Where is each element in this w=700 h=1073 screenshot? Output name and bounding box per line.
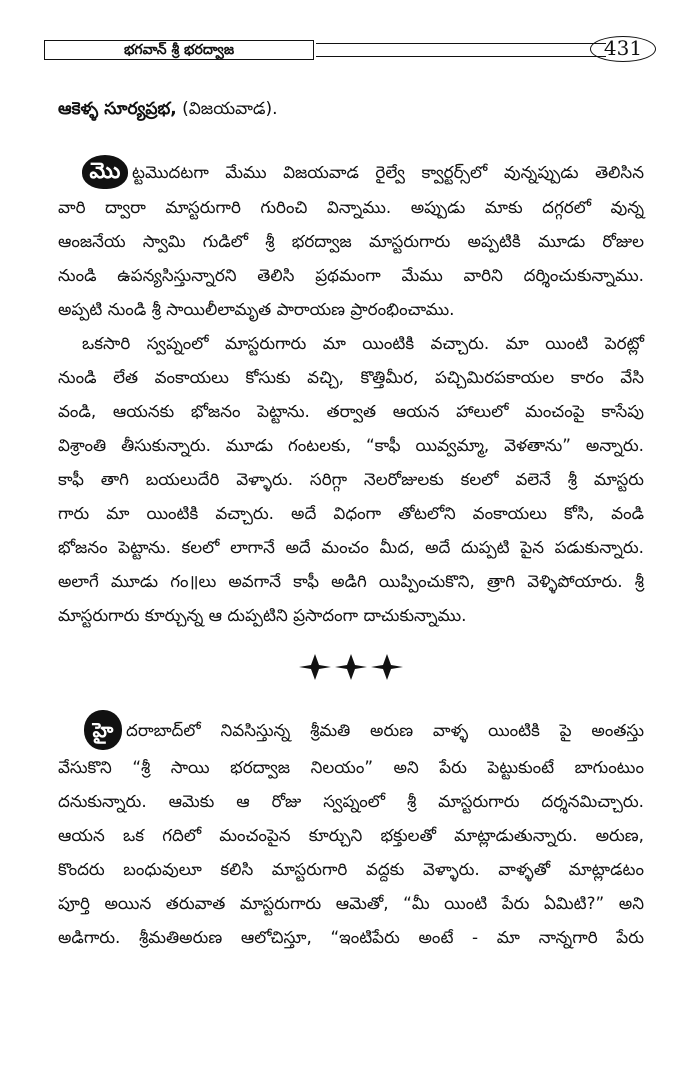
story-1 <box>58 154 644 326</box>
paragraph-line: ఒకసారి స్వప్నంలో మాస్టరుగారు మా యింటికి వచ్చారు. మా యింటి పెరట్లో <box>82 333 644 353</box>
drop-cap-line <box>58 710 644 750</box>
paragraph-line: వారి ద్వారా మాస్టరుగారి గురించి విన్నాము. అప్పుడు మాకు దగ్గరలో వున్న <box>58 197 644 217</box>
page-body <box>58 94 644 954</box>
paragraph-line: భోజనం పెట్టాను. కలలో లాగానే అదే మంచం మీద, అదే దుప్పటి పైన పడుకున్నారు. <box>58 537 644 557</box>
paragraph-line: కాఫీ తాగి బయలుదేరి వెళ్ళారు. సరిగ్గా నెలరోజులకు కలలో వలెనే శ్రీ మాస్టరు <box>58 469 644 489</box>
book-title: భగవాన్ శ్రీ భరద్వాజ <box>44 40 314 60</box>
paragraph-line: నుండి లేత వంకాయలు కోసుకు వచ్చి, కొత్తిమీర, పచ్చిమిరపకాయల కారం వేసి <box>58 367 644 387</box>
paragraph-line: పూర్తి అయిన తరువాత మాస్టరుగారు ఆమెతో, “మీ యింటి పేరు ఏమిటి?” అని <box>58 893 644 913</box>
byline <box>58 94 644 132</box>
drop-cap-letter: హై <box>84 710 122 750</box>
paragraph-line: నుండి ఉపన్యసిస్తున్నారని తెలిసి ప్రథమంగా మేము వారిని దర్శించుకున్నాము. <box>58 265 644 285</box>
drop-cap-line <box>58 154 644 190</box>
section-divider <box>58 632 644 702</box>
running-header <box>44 36 656 62</box>
page-number: 431 <box>590 36 656 62</box>
paragraph-line: విశ్రాంతి తీసుకున్నారు. మూడు గంటలకు, “కాఫీ యివ్వమ్మా, వెళతాను” అన్నారు. <box>58 435 644 455</box>
paragraph-line: ఆయన ఒక గదిలో మంచంపైన కూర్చుని భక్తులతో మాట్లాడుతున్నారు. అరుణ, <box>58 825 644 845</box>
paragraph-line: అడిగారు. శ్రీమతిఅరుణ ఆలోచిస్తూ, “ఇంటిపేరు అంటే - మా నాన్నగారి పేరు <box>58 927 644 947</box>
paragraph-line: ఆంజనేయ స్వామి గుడిలో శ్రీ భరద్వాజ మాస్టరుగారు అప్పటికి మూడు రోజుల <box>58 231 644 251</box>
star-ornament-2 <box>335 654 367 680</box>
paragraph-line: మాస్టరుగారు కూర్చున్న ఆ దుప్పటిని ప్రసాదంగా దాచుకున్నాము. <box>58 605 467 625</box>
header-rule <box>316 43 606 57</box>
paragraph-line: దనుకున్నారు. ఆమెకు ఆ రోజు స్వప్నంలో శ్రీ మాస్టరుగారు దర్శనమిచ్చారు. <box>58 791 644 811</box>
spacer <box>58 702 644 710</box>
paragraph-line: అప్పటి నుండి శ్రీ సాయిలీలామృత పారాయణ ప్రారంభించాము. <box>58 299 455 319</box>
spacer <box>58 132 644 154</box>
paragraph-line: ట్టమొదటగా మేము విజయవాడ రైల్వే క్వార్టర్స్‌లో వున్నప్పుడు తెలిసిన <box>132 162 644 182</box>
paragraph-line: గారు మా యింటికి వచ్చారు. అదే విధంగా తోటలోని వంకాయలు కోసి, వండి <box>58 503 644 523</box>
paragraph-line: వండి, ఆయనకు భోజనం పెట్టాను. తర్వాత ఆయన హాలులో మంచంపై కాసేపు <box>58 401 644 421</box>
story-3 <box>58 710 644 954</box>
star-ornament-1 <box>299 654 331 680</box>
star-ornament-3 <box>371 654 403 680</box>
author-name: ఆకెళ్ళ సూర్యప్రభ, <box>58 99 177 119</box>
drop-cap-letter: మొ <box>82 155 128 189</box>
paragraph-line: కొందరు బంధువులూ కలిసి మాస్టరుగారి వద్దకు వెళ్ళారు. వాళ్ళతో మాట్లాడటం <box>58 859 644 879</box>
author-place: (విజయవాడ). <box>182 99 278 119</box>
paragraph-line: అలాగే మూడు గం॥లు అవగానే కాఫీ అడిగి యిప్పించుకొని, త్రాగి వెళ్ళిపోయారు. శ్రీ <box>58 571 644 591</box>
paragraph-line: వేసుకొని “శ్రీ సాయి భరద్వాజ నిలయం” అని పేరు పెట్టుకుంటే బాగుంటుం <box>58 757 644 777</box>
story-2 <box>58 326 644 632</box>
four-point-star-ornament-icon <box>296 652 406 682</box>
paragraph-line: దరాబాద్‌లో నివసిస్తున్న శ్రీమతి అరుణ వాళ్ళ యింటికి పై అంతస్తు <box>126 720 644 740</box>
